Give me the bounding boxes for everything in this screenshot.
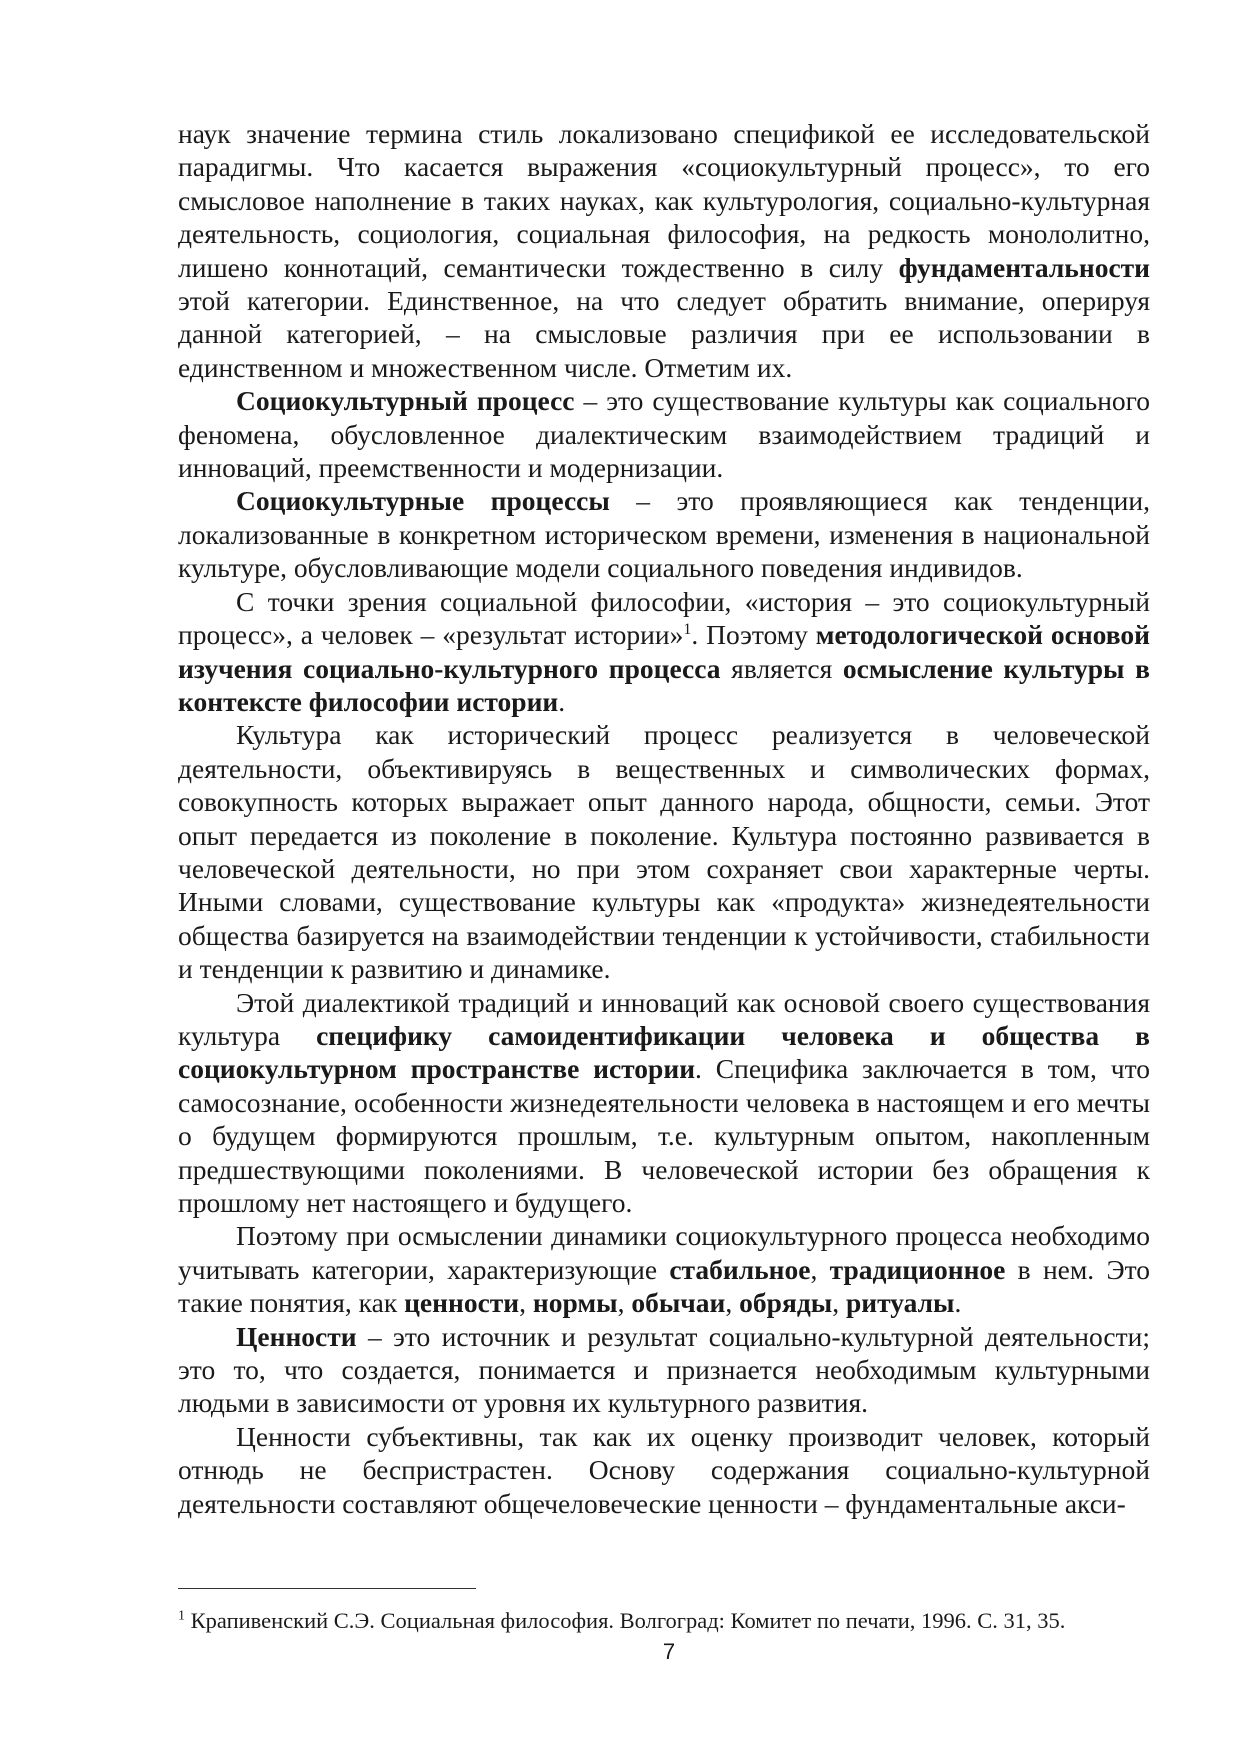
bold-term: Социокультурный процесс xyxy=(236,385,575,417)
text-run: , xyxy=(810,1253,830,1285)
bold-term: обряды xyxy=(739,1287,833,1319)
text-run: С точки зрения социальной философии, «история – это социокультурный процесс», а человек – «результат истории» xyxy=(178,585,1150,651)
text-run: является xyxy=(720,652,843,684)
text-run: , xyxy=(617,1287,632,1319)
paragraph xyxy=(178,384,1150,484)
footnote-separator xyxy=(178,1588,476,1589)
paragraph xyxy=(178,1320,1150,1420)
footnote-text: Крапивенский С.Э. Социальная философия. Волгоград: Комитет по печати, 1996. С. 31, 35. xyxy=(185,1608,1066,1633)
bold-term: обычаи xyxy=(631,1287,726,1319)
bold-term: фундаментальности xyxy=(898,251,1150,283)
text-run: . Поэтому xyxy=(691,619,816,651)
bold-term: Социокультурные процессы xyxy=(236,485,610,517)
text-run: , xyxy=(519,1287,533,1319)
paragraph xyxy=(178,484,1150,584)
paragraph xyxy=(178,1420,1150,1520)
footnote-mark: 1 xyxy=(178,1608,185,1624)
body-text xyxy=(178,117,1150,1520)
footnote-reference: 1 xyxy=(683,620,692,638)
text-run: Ценности субъективны, так как их оценку производит человек, который отнюдь не беспристрастен. Основу содержания социально-культурной деятельности составляют общечеловеческие ценности – фундаментальные акси- xyxy=(178,1420,1150,1519)
bold-term: ценности xyxy=(404,1287,520,1319)
text-run: – это существование культуры как социального феномена, обусловленное диалектическим взаимодействием традиций и инноваций, преемственности и модернизации. xyxy=(178,385,1151,484)
bold-term: методологической основой изучения социально-культурного процесса xyxy=(178,619,1150,684)
text-run: . xyxy=(558,685,566,717)
bold-term: специфику самоидентификации человека и общества в социокультурном пространстве истории xyxy=(178,1019,1150,1085)
text-run: . Специфика заключается в том, что самосознание, особенности жизнедеятельности человека в настоящем и его мечты о будущем формируются прошлым, т.е. культурным опытом, накопленным предшествующими поколениями. В человеческой истории без обращения к прошлому нет настоящего и будущего. xyxy=(178,1053,1150,1218)
text-run: Культура как исторический процесс реализуется в человеческой деятельности, объективируясь в вещественных и символических формах, совокупность которых выражает опыт данного народа, общности, семьи. Этот опыт передается из поколение в поколение. Культура постоянно развивается в человеческой деятельности, но при этом сохраняет свои характерные черты. Иными словами, существование культуры как «продукта» жизнедеятельности общества базируется на взаимодействии тенденции к устойчивости, стабильности и тенденции к развитию и динамике. xyxy=(178,719,1150,985)
page-number: 7 xyxy=(662,1639,676,1664)
text-run: Этой диалектикой традиций и инноваций как основой своего существования культура xyxy=(178,986,1150,1051)
paragraph xyxy=(178,986,1150,1220)
paragraph xyxy=(178,1219,1150,1319)
text-run: – это проявляющиеся как тенденции, локализованные в конкретном историческом времени, изменения в национальной культуре, обусловливающие модели социального поведения индивидов. xyxy=(178,485,1150,584)
text-run: , xyxy=(832,1287,846,1319)
text-run: – это источник и результат социально-культурной деятельности; это то, что создается, понимается и признается необходимым культурными людьми в зависимости от уровня их культурного развития. xyxy=(178,1320,1150,1419)
paragraph xyxy=(178,718,1150,985)
text-run: , xyxy=(725,1287,740,1319)
bold-term: Ценности xyxy=(236,1320,357,1352)
bold-term: нормы xyxy=(532,1287,618,1319)
bold-term: стабильное xyxy=(669,1253,811,1285)
text-run: наук значение термина стиль локализовано спецификой ее исследовательской парадигмы. Что касается выражения «социокультурный процесс», то его смысловое наполнение в таких науках, как культурология, социально-культурная деятельность, социология, социальная философия, на редкость монололитно, лишено коннотаций, семантически тождественно в силу xyxy=(178,118,1150,283)
bold-term: традиционное xyxy=(829,1253,1006,1285)
bold-term: осмысление культуры в контексте философии истории xyxy=(178,652,1150,717)
text-run: в нем. Это такие понятия, как xyxy=(178,1253,1150,1319)
text-run: этой категории. Единственное, на что следует обратить внимание, оперируя данной категорией, – на смысловые различия при ее использовании в единственном и множественном числе. Отметим их. xyxy=(178,285,1150,383)
paragraph xyxy=(178,117,1150,384)
paragraph xyxy=(178,585,1150,719)
text-run: . xyxy=(954,1287,962,1319)
text-run: Поэтому при осмыслении динамики социокультурного процесса необходимо учитывать категории, характеризующие xyxy=(178,1220,1150,1285)
footnote xyxy=(178,1607,1168,1635)
bold-term: ритуалы xyxy=(845,1287,955,1319)
